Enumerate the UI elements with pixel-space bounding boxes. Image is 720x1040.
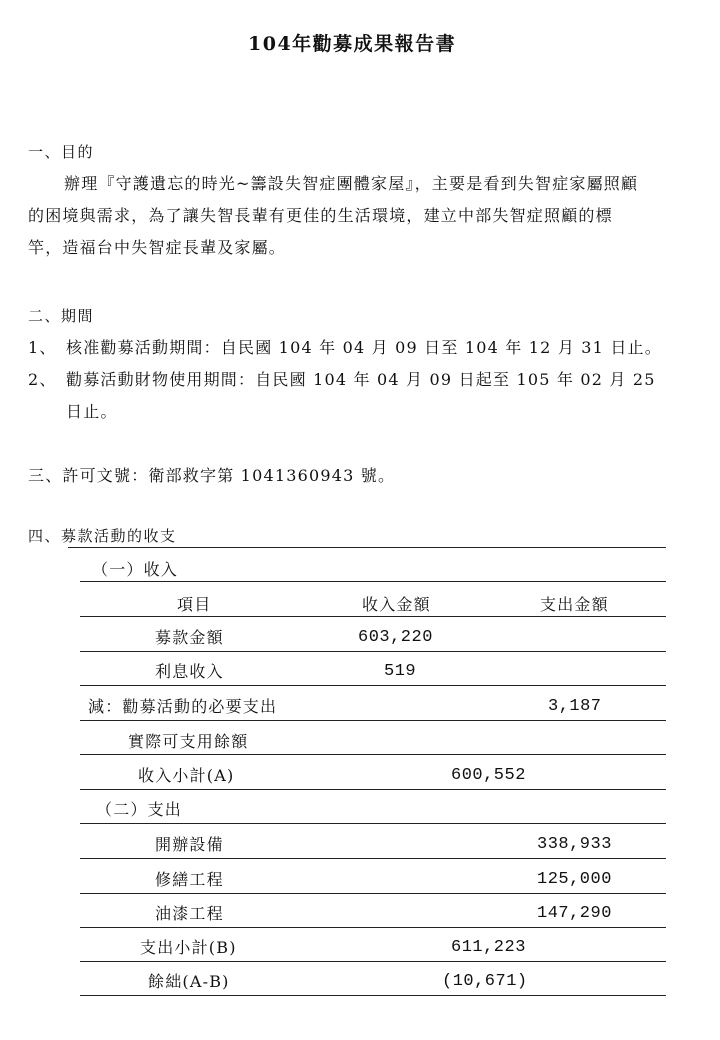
period-item-1: 核准勸募活動期間：自民國 104 年 04 月 09 日至 104 年 12 月 31 日止。 <box>66 338 662 357</box>
equipment-label: 開辦設備 <box>155 835 224 854</box>
table-top-rule <box>68 547 666 548</box>
row-divider <box>80 651 666 652</box>
permit-number: 三、許可文號：衛部救字第 1041360943 號。 <box>28 466 396 485</box>
row-divider <box>80 961 666 962</box>
row-divider <box>80 685 666 686</box>
column-header-item: 項目 <box>177 595 212 614</box>
interest-amount: 519 <box>384 662 417 681</box>
balance-amount: (10,671) <box>442 972 528 991</box>
column-header-expense: 支出金額 <box>540 595 609 614</box>
section-period-heading: 二、期間 <box>28 307 95 325</box>
row-divider <box>80 754 666 755</box>
donation-amount: 603,220 <box>358 628 433 647</box>
purpose-paragraph-line-2: 的困境與需求，為了讓失智長輩有更佳的生活環境，建立中部失智症照顧的標 <box>28 206 613 225</box>
section-purpose-heading: 一、目的 <box>28 143 95 161</box>
section-income-expense-heading: 四、募款活動的收支 <box>28 527 177 545</box>
expense-subtotal-amount: 611,223 <box>451 938 526 957</box>
equipment-amount: 338,933 <box>537 835 612 854</box>
row-divider <box>80 823 666 824</box>
repair-amount: 125,000 <box>537 870 612 889</box>
table-bottom-rule <box>80 995 666 996</box>
row-divider <box>80 581 666 582</box>
income-subtotal-label: 收入小計(A) <box>138 766 235 785</box>
purpose-paragraph-line-1: 辦理『守護遺忘的時光~籌設失智症團體家屋』，主要是看到失智症家屬照顧 <box>64 174 639 193</box>
paint-amount: 147,290 <box>537 904 612 923</box>
income-heading: （一）收入 <box>92 560 179 579</box>
available-balance-label: 實際可支用餘額 <box>128 732 249 751</box>
expense-heading: （二）支出 <box>96 800 183 819</box>
row-divider <box>80 789 666 790</box>
necessary-expense-amount: 3,187 <box>548 697 602 716</box>
period-item-2-continuation: 日止。 <box>66 402 118 421</box>
period-item-2-number: 2、 <box>28 370 57 389</box>
paint-label: 油漆工程 <box>155 904 224 923</box>
page-title: 104年勸募成果報告書 <box>248 33 457 55</box>
period-item-2: 勸募活動財物使用期間：自民國 104 年 04 月 09 日起至 105 年 02 月 25 <box>66 370 656 389</box>
necessary-expense-label: 減：勸募活動的必要支出 <box>88 697 278 716</box>
row-divider <box>80 616 666 617</box>
balance-label: 餘絀(A-B) <box>148 972 230 991</box>
row-divider <box>80 927 666 928</box>
purpose-paragraph-line-3: 竿，造福台中失智症長輩及家屬。 <box>28 238 287 257</box>
donation-label: 募款金額 <box>155 628 224 647</box>
row-divider <box>80 858 666 859</box>
interest-label: 利息收入 <box>155 662 224 681</box>
period-item-1-number: 1、 <box>28 338 57 357</box>
row-divider <box>80 720 666 721</box>
column-header-income: 收入金額 <box>362 595 431 614</box>
expense-subtotal-label: 支出小計(B) <box>140 938 237 957</box>
row-divider <box>80 893 666 894</box>
repair-label: 修繕工程 <box>155 870 224 889</box>
income-subtotal-amount: 600,552 <box>451 766 526 785</box>
